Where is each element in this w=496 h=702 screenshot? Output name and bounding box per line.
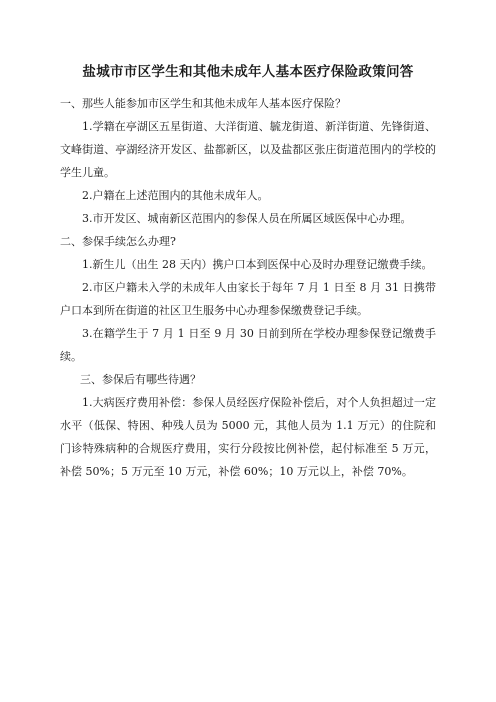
paragraph-2-3: 3.在籍学生于 7 月 1 日至 9 月 30 日前到所在学校办理参保登记缴费手续。	[60, 327, 436, 363]
paragraph-1-3: 3.市开发区、城南新区范围内的参保人员在所属区域医保中心办理。	[82, 212, 412, 225]
section-heading-3: 三、参保后有哪些待遇？	[80, 373, 201, 386]
paragraph-2-1: 1.新生儿（出生 28 天内）携户口本到医保中心及时办理登记缴费手续。	[82, 258, 433, 271]
paragraph-3-1: 1.大病医疗费用补偿：参保人员经医疗保险补偿后，对个人负担超过一定水平（低保、特困、种残人员为 5000 元，其他人员为 1.1 万元）的住院和门诊特殊病种的合规医疗费用，实行分段按比例补偿，起付标准至 5 万元，补偿 50%；5 万元至 10 万元，补偿 60%；10 万元以上，补偿 70%。	[60, 396, 436, 478]
paragraph-2-2: 2.市区户籍未入学的未成年人由家长于每年 7 月 1 日至 8 月 31 日携带户口本到所在街道的社区卫生服务中心办理参保缴费登记手续。	[60, 281, 436, 317]
paragraph-1-2: 2.户籍在上述范围内的其他未成年人。	[82, 189, 269, 202]
paragraph-1-1: 1.学籍在亭湖区五星街道、大洋街道、毓龙街道、新洋街道、先锋街道、文峰街道、亭湖经济开发区、盐都新区，以及盐都区张庄街道范围内的学校的学生儿童。	[60, 120, 436, 179]
section-heading-2: 二、参保手续怎么办理?	[60, 235, 176, 248]
document-title: 盐城市市区学生和其他未成年人基本医疗保险政策问答	[82, 64, 414, 80]
section-heading-1: 一、那些人能参加市区学生和其他未成年人基本医疗保险？	[60, 97, 346, 110]
